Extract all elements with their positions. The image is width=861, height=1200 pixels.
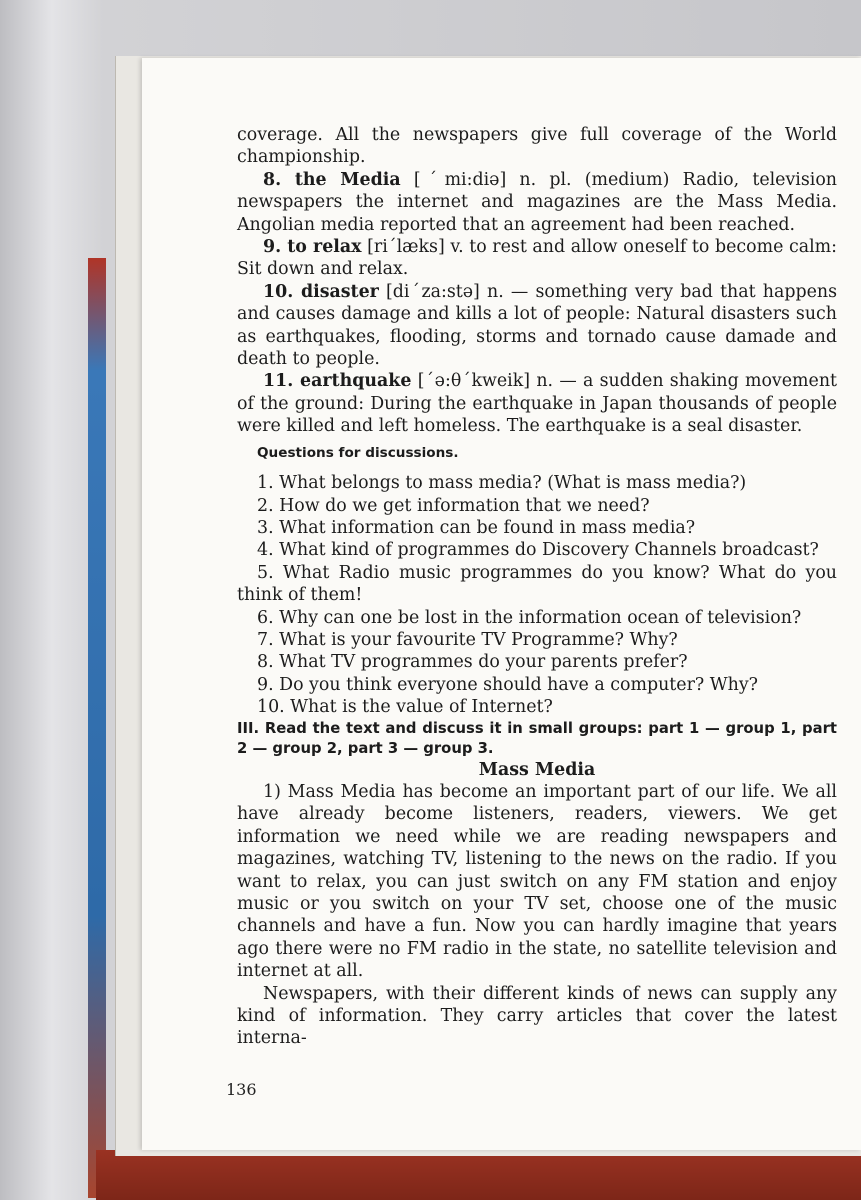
vocab-definition: v. to rest and allow oneself to become calm: Sit down and relax. [237,237,838,280]
vocab-pron: [riˊlæks] [367,237,445,258]
question-item: 7. What is your favourite TV Programme? Why? [257,629,678,650]
task-instruction: III. Read the text and discuss it in small groups: part 1 — group 1, part 2 — group 2, part 3 — group 3. [237,719,837,757]
vocab-term: 8. the Media [263,169,401,190]
vocab-pron: [ˊə:θˊkweik] [417,371,531,392]
vocab-term: 11. earthquake [263,371,412,392]
vocab-definition: n. pl. (medium) Radio, television newspapers the internet and magazines are the Mass Media. Angolian media reported that an agreement had been reached. [237,169,838,235]
vocab-entry-earthquake [237,370,837,437]
question-item: 4. What kind of programmes do Discovery Channels broadcast? [257,540,819,561]
article-title: Mass Media [478,759,596,780]
vocab-entry-disaster [237,281,837,371]
question-item: 3. What information can be found in mass media? [257,517,696,538]
vocab-entry-relax [237,236,837,281]
vocab-definition: n. — a sudden shaking movement of the ground: During the earthquake in Japan thousands of people were killed and left homeless. The earthquake is a seal disaster. [237,371,838,437]
article-paragraph: 1) Mass Media has become an important part of our life. We all have already become listeners, readers, viewers. We get information we need while we are reading newspapers and magazines, watching TV, listening to the news on the radio. If you want to relax, you can just switch on any FM station and enjoy music or you switch on your TV set, choose one of the music channels and have a fun. Now you can hardly imagine that years ago there were no FM radio in the state, no satellite television and internet at all. [237,781,837,982]
vocab-term: 10. disaster [263,281,379,302]
questions-title: Questions for discussions. [257,444,459,461]
book-spine-edge [88,258,106,1198]
question-item: 5. What Radio music programmes do you know? What do you think of them! [237,562,837,606]
vocab-pron: [ˊmi:diə] [413,169,507,190]
vocab-term: 9. to relax [263,237,362,258]
question-item: 9. Do you think everyone should have a computer? Why? [257,674,758,695]
paragraph-text: coverage. All the newspapers give full coverage of the World championship. [237,125,837,168]
page-number: 136 [226,1080,257,1099]
question-item: 1. What belongs to mass media? (What is mass media?) [257,473,747,494]
question-item: 2. How do we get information that we need? [257,495,650,516]
vocab-pron: [diˊza:stə] [386,281,480,302]
article-paragraph: Newspapers, with their different kinds of news can supply any kind of information. They carry articles that cover the latest interna- [237,983,837,1049]
paragraph-coverage [237,124,837,169]
question-item: 10. What is the value of Internet? [257,697,553,718]
question-item: 6. Why can one be lost in the information ocean of television? [257,607,802,628]
vocab-entry-media [237,169,837,236]
book-cover-bottom [96,1150,861,1200]
page-text [237,124,837,1050]
question-item: 8. What TV programmes do your parents prefer? [257,652,688,673]
vocab-definition: n. — something very bad that happens and causes damage and kills a lot of people: Natural disasters such as earthquakes, flooding, storms and tornado cause damade and death to people. [237,281,838,370]
